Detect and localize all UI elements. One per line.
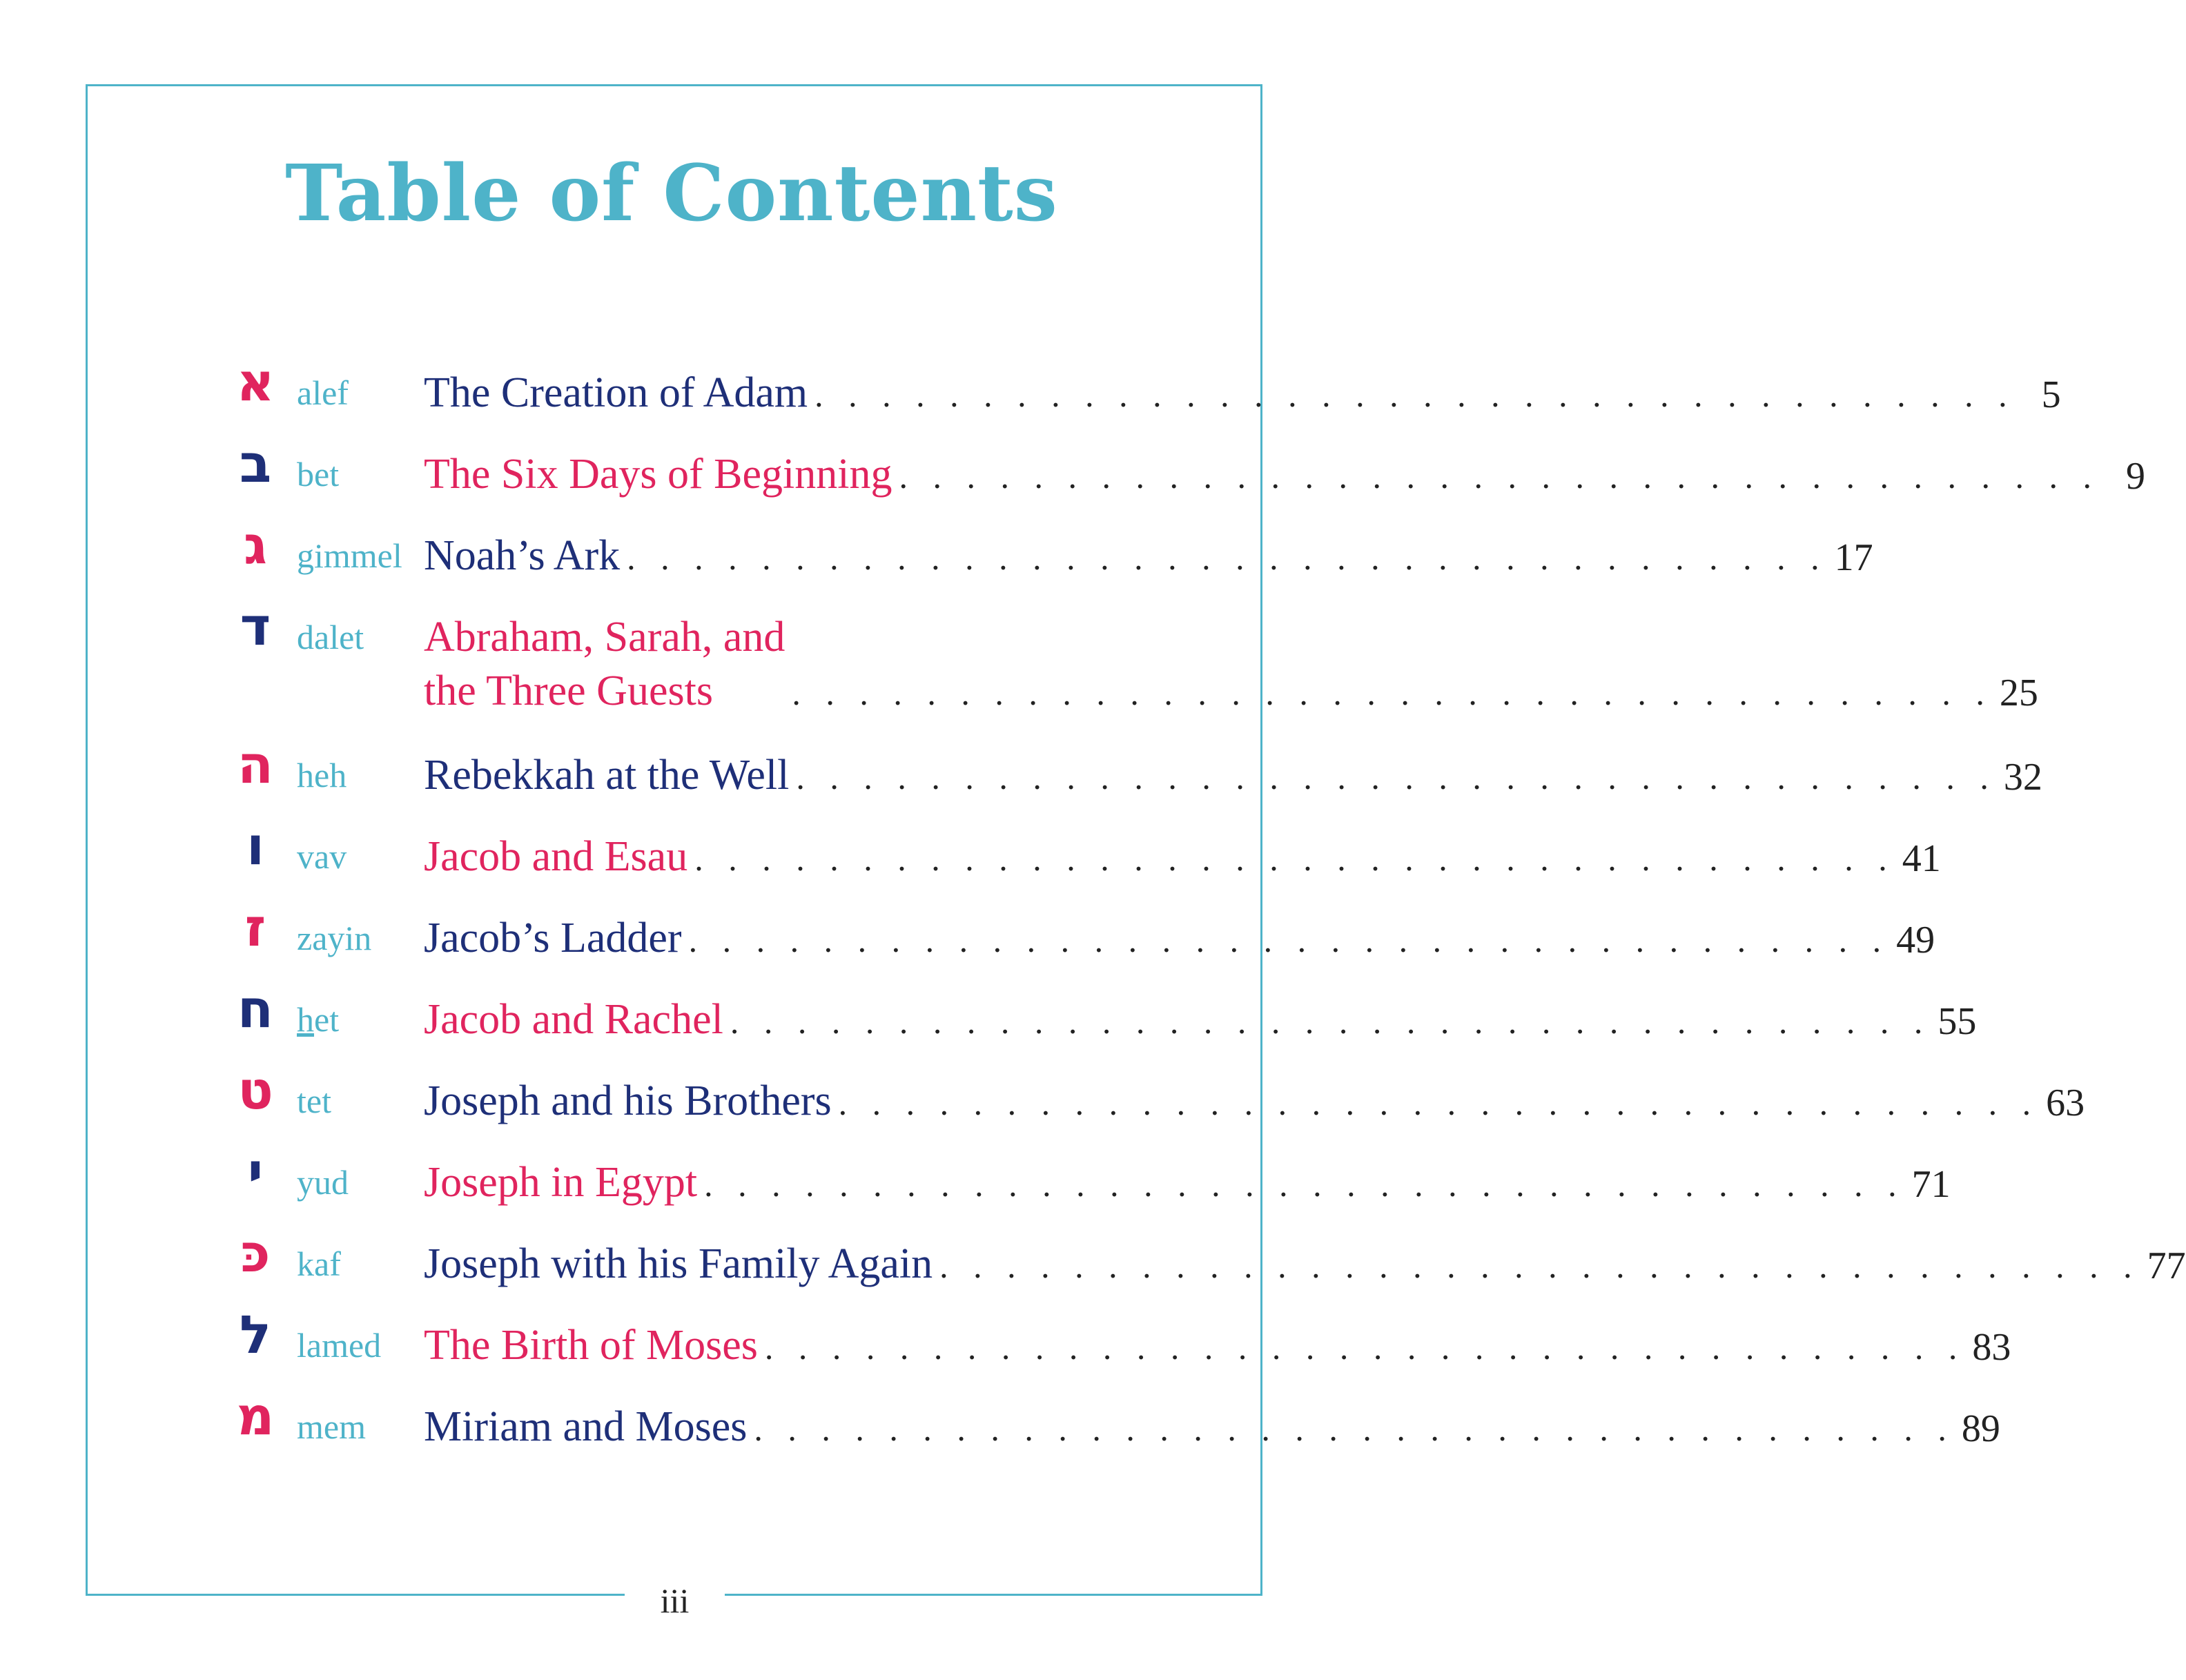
letter-name: tet (297, 1082, 331, 1120)
dot-leader: . . . . . . . . . . . . . . . . . . . . . . . . . . . . . . . . . . . . (764, 1328, 1966, 1367)
letter-name-underlined: h (297, 1000, 314, 1039)
letter-name: yud (297, 1163, 349, 1202)
hebrew-letter: א (236, 351, 275, 413)
chapter-title: Joseph with his Family Again (424, 1240, 933, 1287)
hebrew-letter: ט (237, 1059, 273, 1121)
letter-name: lamed (297, 1326, 382, 1365)
toc-entry-lamed[interactable] (0, 1304, 2011, 1394)
chapter-title (424, 610, 785, 718)
dot-leader: . . . . . . . . . . . . . . . . . . . . . . . . . . . . . . . . . . . . (814, 375, 2016, 414)
toc-entry-het[interactable] (0, 978, 1977, 1068)
toc-entry-bet[interactable] (0, 433, 2145, 523)
hebrew-letter: ג (244, 514, 267, 576)
hebrew-letter: ב (239, 433, 272, 494)
letter-name: gimmel (297, 536, 402, 575)
letter-name: alef (297, 373, 349, 412)
page-title: Table of Contents (285, 148, 1058, 239)
chapter-title: Joseph and his Brothers (424, 1077, 832, 1124)
dot-leader: . . . . . . . . . . . . . . . . . . . . . . . . . . . . . . . . . . . . (704, 1165, 1905, 1204)
letter-name: zayin (297, 919, 372, 957)
chapter-page: 55 (1938, 1000, 1977, 1043)
chapter-title-line1: Abraham, Sarah, and (424, 614, 785, 661)
letter-name: kaf (297, 1244, 341, 1283)
letter-name: dalet (297, 618, 364, 656)
toc-entry-tet[interactable] (0, 1059, 2085, 1150)
letter-name (297, 1002, 339, 1037)
dot-leader: . . . . . . . . . . . . . . . . . . . . . . . . . . . . . . . . . . . . (939, 1247, 2140, 1285)
chapter-title: Jacob and Esau (424, 833, 688, 880)
chapter-page: 83 (1972, 1326, 2011, 1369)
toc-entry-mem[interactable] (0, 1385, 2000, 1476)
chapter-page: 41 (1902, 837, 1941, 880)
hebrew-letter: ל (240, 1304, 271, 1365)
chapter-title: Jacob’s Ladder (424, 915, 682, 961)
toc-entry-dalet[interactable] (0, 596, 2038, 743)
hebrew-letter: ז (244, 897, 266, 958)
toc-entry-heh[interactable] (0, 734, 2042, 824)
chapter-title: The Creation of Adam (424, 369, 808, 416)
dot-leader: . . . . . . . . . . . . . . . . . . . . . . . . . . . . . . . . . . . . (694, 839, 1895, 878)
chapter-page: 49 (1896, 919, 1935, 961)
dot-leader: . . . . . . . . . . . . . . . . . . . . . . . . . . . . . . . . . . . . (838, 1084, 2040, 1122)
toc-entry-vav[interactable] (0, 815, 1941, 906)
toc-entry-zayin[interactable] (0, 897, 1935, 987)
dot-leader: . . . . . . . . . . . . . . . . . . . . . . . . . . . . . . . . . . . . (899, 457, 2100, 496)
chapter-title-line2: the Three Guests (424, 667, 713, 714)
chapter-page: 77 (2147, 1244, 2186, 1287)
chapter-title: The Six Days of Beginning (424, 451, 892, 498)
chapter-title: Noah’s Ark (424, 532, 621, 579)
letter-name: vav (297, 837, 347, 876)
chapter-page: 25 (1999, 672, 2038, 714)
dot-leader: . . . . . . . . . . . . . . . . . . . . . . . . . . . . . . . . . . . . (796, 758, 1997, 797)
chapter-title: Jacob and Rachel (424, 996, 723, 1043)
chapter-title: Miriam and Moses (424, 1403, 748, 1450)
chapter-page: 5 (2041, 373, 2061, 416)
letter-name-rest: et (314, 1000, 340, 1039)
chapter-page: 89 (1961, 1407, 2000, 1450)
toc-entry-gimmel[interactable] (0, 514, 1873, 605)
letter-name: heh (297, 756, 347, 794)
dot-leader: . . . . . . . . . . . . . . . . . . . . . . . . . . . . . . . . . . . . (754, 1409, 1955, 1448)
hebrew-letter: מ (236, 1385, 275, 1447)
hebrew-letter: כּ (240, 1222, 271, 1284)
chapter-title: Joseph in Egypt (424, 1159, 698, 1206)
chapter-page: 9 (2126, 455, 2145, 498)
hebrew-letter: ד (240, 596, 271, 657)
chapter-title: Rebekkah at the Well (424, 752, 790, 799)
hebrew-letter: י (247, 1141, 264, 1202)
toc-entry-yud[interactable] (0, 1141, 1951, 1231)
page-number: iii (660, 1581, 690, 1620)
dot-leader: . . . . . . . . . . . . . . . . . . . . . . . . . . . . . . . . . . . . (792, 674, 1993, 712)
dot-leader: . . . . . . . . . . . . . . . . . . . . . . . . . . . . . . . . . . . . (627, 538, 1828, 577)
dot-leader: . . . . . . . . . . . . . . . . . . . . . . . . . . . . . . . . . . . . (688, 921, 1890, 959)
chapter-page: 32 (2003, 756, 2042, 799)
letter-name: bet (297, 455, 340, 494)
hebrew-letter: ח (237, 978, 274, 1039)
chapter-page: 63 (2046, 1082, 2085, 1124)
chapter-title: The Birth of Moses (424, 1322, 758, 1369)
hebrew-letter: ו (246, 815, 265, 877)
chapter-page: 71 (1911, 1163, 1951, 1206)
hebrew-letter: ה (237, 734, 274, 795)
dot-leader: . . . . . . . . . . . . . . . . . . . . . . . . . . . . . . . . . . . . (730, 1002, 1931, 1041)
chapter-page: 17 (1834, 536, 1873, 579)
toc-entry-kaf[interactable] (0, 1222, 2186, 1313)
letter-name: mem (297, 1407, 366, 1446)
toc-entry-alef[interactable] (0, 351, 2061, 442)
